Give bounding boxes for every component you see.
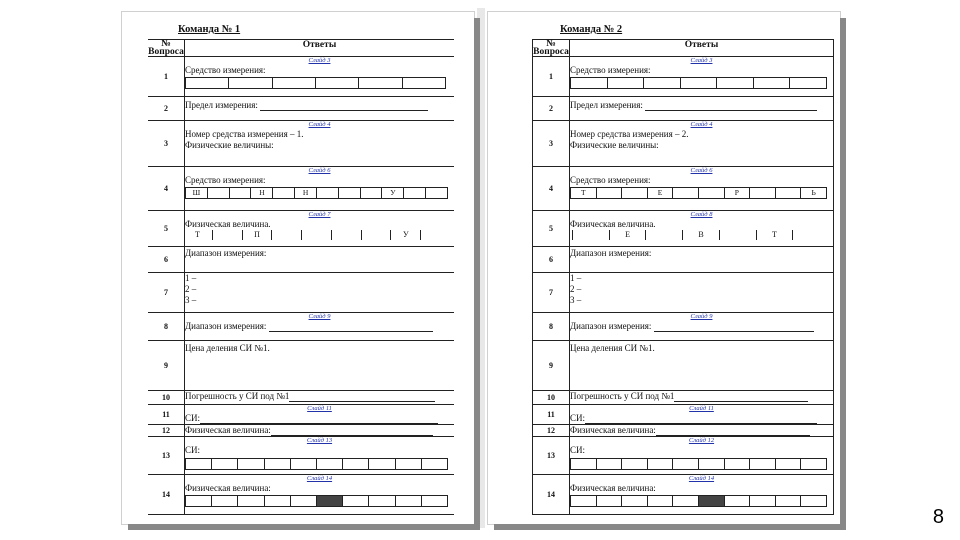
answer-cell	[185, 437, 455, 475]
answer-text: СИ:	[570, 445, 586, 455]
answer-cell	[185, 425, 455, 437]
slide-link[interactable]: Слайд 3	[308, 57, 331, 64]
question-number: 7	[148, 273, 185, 313]
answer-sheet-team-1	[122, 12, 474, 524]
question-number: 1	[148, 57, 185, 97]
answer-line[interactable]	[656, 426, 810, 436]
question-number: 6	[148, 247, 185, 273]
table-row	[148, 273, 454, 313]
page-title: Команда № 1	[178, 24, 241, 35]
question-number: 14	[148, 475, 185, 515]
answer-line[interactable]	[200, 414, 438, 424]
slide-link[interactable]: Слайд 11	[307, 405, 332, 412]
answer-text: 1 –	[185, 273, 197, 283]
answer-text: Диапазон измерения:	[185, 248, 267, 258]
question-number: 12	[148, 425, 185, 437]
answer-cell	[570, 97, 834, 121]
question-number: 11	[533, 405, 570, 425]
table-row	[148, 97, 454, 121]
answer-cell	[185, 391, 455, 405]
answer-text: Погрешность у СИ под №1	[185, 391, 290, 401]
answer-text: Физическая величина.	[185, 219, 271, 229]
answer-text: 2 –	[570, 284, 582, 294]
table-row	[533, 475, 834, 515]
answer-text: Цена деления СИ №1.	[185, 343, 270, 353]
answer-cell	[570, 57, 834, 97]
question-number: 13	[148, 437, 185, 475]
answer-line[interactable]	[271, 426, 433, 436]
answer-cell	[570, 247, 834, 273]
table-row	[148, 391, 454, 405]
slide-number: 8	[932, 506, 944, 528]
slide-link[interactable]: Слайд 14	[688, 475, 715, 482]
answers-header: Ответы	[570, 40, 834, 57]
question-number: 3	[148, 121, 185, 167]
table-row	[533, 211, 834, 247]
table-row	[533, 391, 834, 405]
question-number: 2	[148, 97, 185, 121]
answer-cell	[570, 405, 834, 425]
question-number: 14	[533, 475, 570, 515]
slide-link[interactable]: Слайд 11	[689, 405, 714, 412]
table-row	[148, 247, 454, 273]
answer-text: Диапазон измерения:	[185, 321, 267, 331]
answer-cells[interactable]	[570, 77, 827, 89]
answer-cell	[185, 341, 455, 391]
answer-cell	[185, 121, 455, 167]
question-number: 6	[533, 247, 570, 273]
slide-link[interactable]: Слайд 9	[308, 313, 331, 320]
answer-cell	[570, 475, 834, 515]
answer-text: Номер средства измерения – 1.	[185, 129, 304, 139]
answer-text: Физические величины:	[570, 140, 659, 150]
table-row	[148, 121, 454, 167]
answer-text: 3 –	[570, 295, 582, 305]
answer-text: Физическая величина:	[570, 425, 656, 435]
answer-cells[interactable]	[570, 495, 827, 507]
table-row	[533, 425, 834, 437]
table-row	[148, 405, 454, 425]
answer-cell	[570, 425, 834, 437]
answer-text: Средство измерения:	[570, 65, 651, 75]
answer-cells[interactable]	[570, 458, 827, 470]
question-number: 5	[533, 211, 570, 247]
question-number: 12	[533, 425, 570, 437]
slide-link[interactable]: Слайд 8	[690, 211, 713, 218]
answer-line[interactable]	[269, 322, 433, 332]
table-row	[533, 97, 834, 121]
question-number: 10	[533, 391, 570, 405]
question-number: 4	[533, 167, 570, 211]
table-row	[533, 121, 834, 167]
table-row	[148, 167, 454, 211]
answer-text: 2 –	[185, 284, 197, 294]
table-row	[533, 57, 834, 97]
table-row	[533, 437, 834, 475]
answer-line[interactable]	[289, 392, 435, 402]
slide-link[interactable]: Слайд 14	[306, 475, 333, 482]
slide-link[interactable]: Слайд 4	[690, 121, 713, 128]
question-number: 9	[148, 341, 185, 391]
answer-text: Номер средства измерения – 2.	[570, 129, 689, 139]
table-row	[533, 405, 834, 425]
answer-line[interactable]	[260, 101, 428, 111]
answer-text: Средство измерения:	[185, 175, 266, 185]
answer-cell	[570, 211, 834, 247]
answer-cells[interactable]	[185, 495, 448, 507]
answer-cells[interactable]	[185, 77, 446, 89]
answer-cell	[570, 121, 834, 167]
answer-letters[interactable]: Е В Т	[570, 230, 827, 240]
table-row	[533, 167, 834, 211]
answer-cell	[185, 273, 455, 313]
answer-cell	[570, 341, 834, 391]
question-number: 2	[533, 97, 570, 121]
answer-text: Предел измерения:	[185, 100, 258, 110]
answer-text: СИ:	[185, 413, 201, 423]
answer-text: Физическая величина:	[185, 483, 271, 493]
answer-text: СИ:	[570, 413, 586, 423]
question-number: 1	[533, 57, 570, 97]
answer-text: Диапазон измерения:	[570, 321, 652, 331]
answer-text: Погрешность у СИ под №1	[570, 391, 675, 401]
answer-text: 1 –	[570, 273, 582, 283]
table-row	[533, 341, 834, 391]
answer-cell	[570, 437, 834, 475]
answer-text: СИ:	[185, 445, 201, 455]
answers-table	[148, 39, 454, 515]
answer-cell	[185, 97, 455, 121]
answer-letters[interactable]: Т П У	[185, 230, 448, 240]
slide-link[interactable]: Слайд 12	[688, 437, 715, 444]
answers-header: Ответы	[185, 40, 455, 57]
answer-text: Физическая величина:	[185, 425, 271, 435]
answer-cell	[185, 247, 455, 273]
slide-link[interactable]: Слайд 3	[690, 57, 713, 64]
slide-link[interactable]: Слайд 9	[690, 313, 713, 320]
slide-link[interactable]: Слайд 7	[308, 211, 331, 218]
table-row	[533, 247, 834, 273]
table-header	[533, 40, 834, 57]
question-number-header: № Вопроса	[148, 39, 184, 57]
answer-cell	[185, 405, 455, 425]
table-row	[148, 211, 454, 247]
slide-link[interactable]: Слайд 4	[308, 121, 331, 128]
page-title: Команда № 2	[560, 24, 623, 35]
question-number: 3	[533, 121, 570, 167]
slide-link[interactable]: Слайд 6	[308, 167, 331, 174]
answer-cell	[185, 167, 455, 211]
answers-table	[532, 39, 834, 515]
answer-text: Предел измерения:	[570, 100, 643, 110]
answer-cell	[185, 475, 455, 515]
question-number: 9	[533, 341, 570, 391]
answer-text: Цена деления СИ №1.	[570, 343, 655, 353]
question-number: 10	[148, 391, 185, 405]
question-number: 7	[533, 273, 570, 313]
answer-sheet-team-2	[488, 12, 840, 524]
table-row	[148, 341, 454, 391]
answer-cell	[185, 57, 455, 97]
question-number: 13	[533, 437, 570, 475]
answer-cell	[570, 391, 834, 405]
answer-text: Средство измерения:	[570, 175, 651, 185]
answer-cells[interactable]: Т Е Р Ь	[570, 187, 827, 199]
slide-link[interactable]: Слайд 13	[306, 437, 333, 444]
answer-line[interactable]	[654, 322, 814, 332]
question-number: 5	[148, 211, 185, 247]
table-row	[148, 437, 454, 475]
answer-cell	[570, 313, 834, 341]
answer-line[interactable]	[585, 414, 817, 424]
table-row	[148, 313, 454, 341]
answer-cell	[570, 167, 834, 211]
question-number-header: № Вопроса	[533, 39, 569, 57]
answer-cell	[185, 313, 455, 341]
answer-cell	[570, 273, 834, 313]
answer-text: Средство измерения:	[185, 65, 266, 75]
slide-link[interactable]: Слайд 6	[690, 167, 713, 174]
table-row	[148, 475, 454, 515]
answer-text: Физические величины:	[185, 140, 274, 150]
answer-line[interactable]	[674, 392, 808, 402]
answer-cells[interactable]: Ш Н Н У	[185, 187, 448, 199]
table-row	[148, 57, 454, 97]
question-number: 8	[533, 313, 570, 341]
question-number: 8	[148, 313, 185, 341]
page-gap	[477, 8, 485, 528]
answer-cells[interactable]	[185, 458, 448, 470]
answer-text: Диапазон измерения:	[570, 248, 652, 258]
table-header	[148, 40, 454, 57]
answer-cell	[185, 211, 455, 247]
answer-text: 3 –	[185, 295, 197, 305]
question-number: 11	[148, 405, 185, 425]
answer-text: Физическая величина:	[570, 483, 656, 493]
question-number: 4	[148, 167, 185, 211]
table-row	[533, 273, 834, 313]
table-row	[533, 313, 834, 341]
answer-text: Физическая величина.	[570, 219, 656, 229]
table-row	[148, 425, 454, 437]
answer-line[interactable]	[645, 101, 817, 111]
